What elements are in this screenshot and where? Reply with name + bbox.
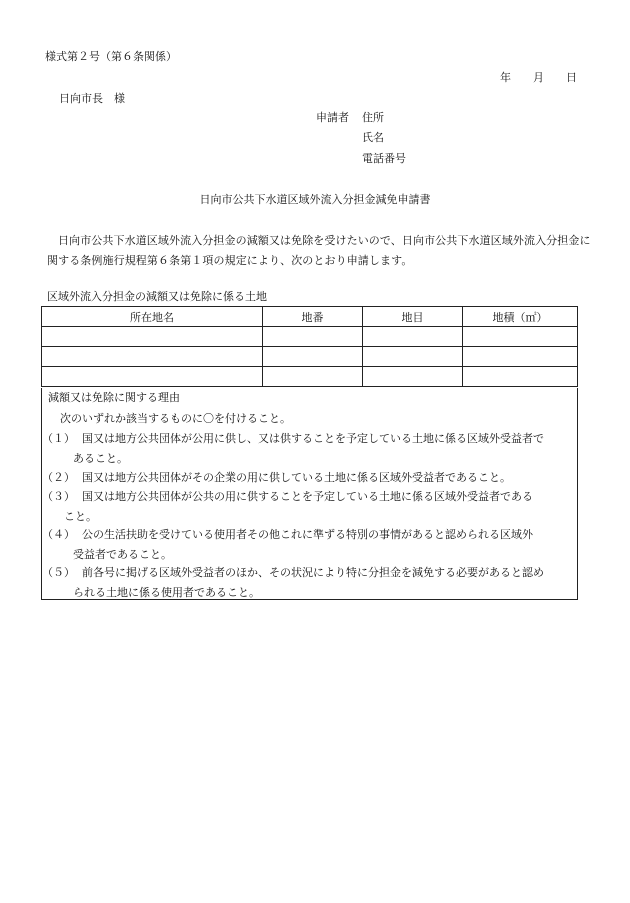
location-cell[interactable]: [42, 347, 263, 367]
application-statement: 日向市公共下水道区域外流入分担金の減額又は免除を受けたいので、日向市公共下水道区域外流入分担金に関する条例施行規程第６条第１項の規定により、次のとおり申請します。: [47, 234, 591, 267]
column-area: 地積（㎡）: [463, 307, 578, 327]
reason-title: 減額又は免除に関する理由: [48, 391, 180, 404]
column-location: 所在地名: [42, 307, 263, 327]
reason-section: [41, 388, 578, 600]
phone-label: 電話番号: [362, 152, 406, 165]
address-label: 住所: [362, 111, 384, 124]
form-number: 様式第２号（第６条関係）: [45, 50, 177, 63]
column-lot-number: 地番: [263, 307, 363, 327]
reason-item-number: （１）: [42, 432, 75, 445]
area-cell[interactable]: [463, 347, 578, 367]
land-table-header: [42, 307, 578, 327]
land-table-caption: 区域外流入分担金の減額又は免除に係る土地: [47, 290, 267, 303]
date-day: 日: [566, 71, 577, 84]
reason-item-number: （５）: [42, 566, 75, 579]
area-cell[interactable]: [463, 367, 578, 387]
reason-item-text-cont: られる土地に係る使用者であること。: [73, 586, 260, 599]
addressee: 日向市長 様: [59, 92, 125, 105]
reason-item-text-cont: こと。: [64, 510, 97, 523]
area-cell[interactable]: [463, 327, 578, 347]
lot-number-cell[interactable]: [263, 327, 363, 347]
land-category-cell[interactable]: [363, 327, 463, 347]
reason-item-text: 前各号に掲げる区域外受益者のほか、その状況により特に分担金を減免する必要があると認め: [82, 566, 544, 579]
name-label: 氏名: [362, 131, 384, 144]
land-table: [41, 306, 578, 387]
table-row: [42, 327, 578, 347]
reason-item-number: （４）: [42, 528, 75, 541]
land-category-cell[interactable]: [363, 347, 463, 367]
date-year: 年: [500, 71, 511, 84]
location-cell[interactable]: [42, 327, 263, 347]
reason-item-text-cont: 受益者であること。: [73, 548, 172, 561]
column-land-category: 地目: [363, 307, 463, 327]
table-row: [42, 367, 578, 387]
reason-item-text-cont: あること。: [73, 452, 128, 465]
land-category-cell[interactable]: [363, 367, 463, 387]
date-month: 月: [533, 71, 544, 84]
reason-item-text: 国又は地方公共団体が公用に供し、又は供することを予定している土地に係る区域外受益者で: [82, 432, 544, 445]
applicant-label: 申請者: [316, 111, 349, 124]
reason-item-number: （３）: [42, 490, 75, 503]
reason-item-text: 国又は地方公共団体が公共の用に供することを予定している土地に係る区域外受益者である: [82, 490, 533, 503]
table-row: [42, 347, 578, 367]
reason-item-number: （２）: [42, 471, 75, 484]
date-line: [500, 71, 577, 85]
location-cell[interactable]: [42, 367, 263, 387]
lot-number-cell[interactable]: [263, 367, 363, 387]
lot-number-cell[interactable]: [263, 347, 363, 367]
reason-item-text: 公の生活扶助を受けている使用者その他これに準ずる特別の事情があると認められる区域外: [82, 528, 533, 541]
reason-instruction: 次のいずれか該当するものに〇を付けること。: [60, 412, 291, 425]
reason-item-text: 国又は地方公共団体がその企業の用に供している土地に係る区域外受益者であること。: [82, 471, 511, 484]
document-title: 日向市公共下水道区域外流入分担金減免申請書: [199, 193, 431, 206]
